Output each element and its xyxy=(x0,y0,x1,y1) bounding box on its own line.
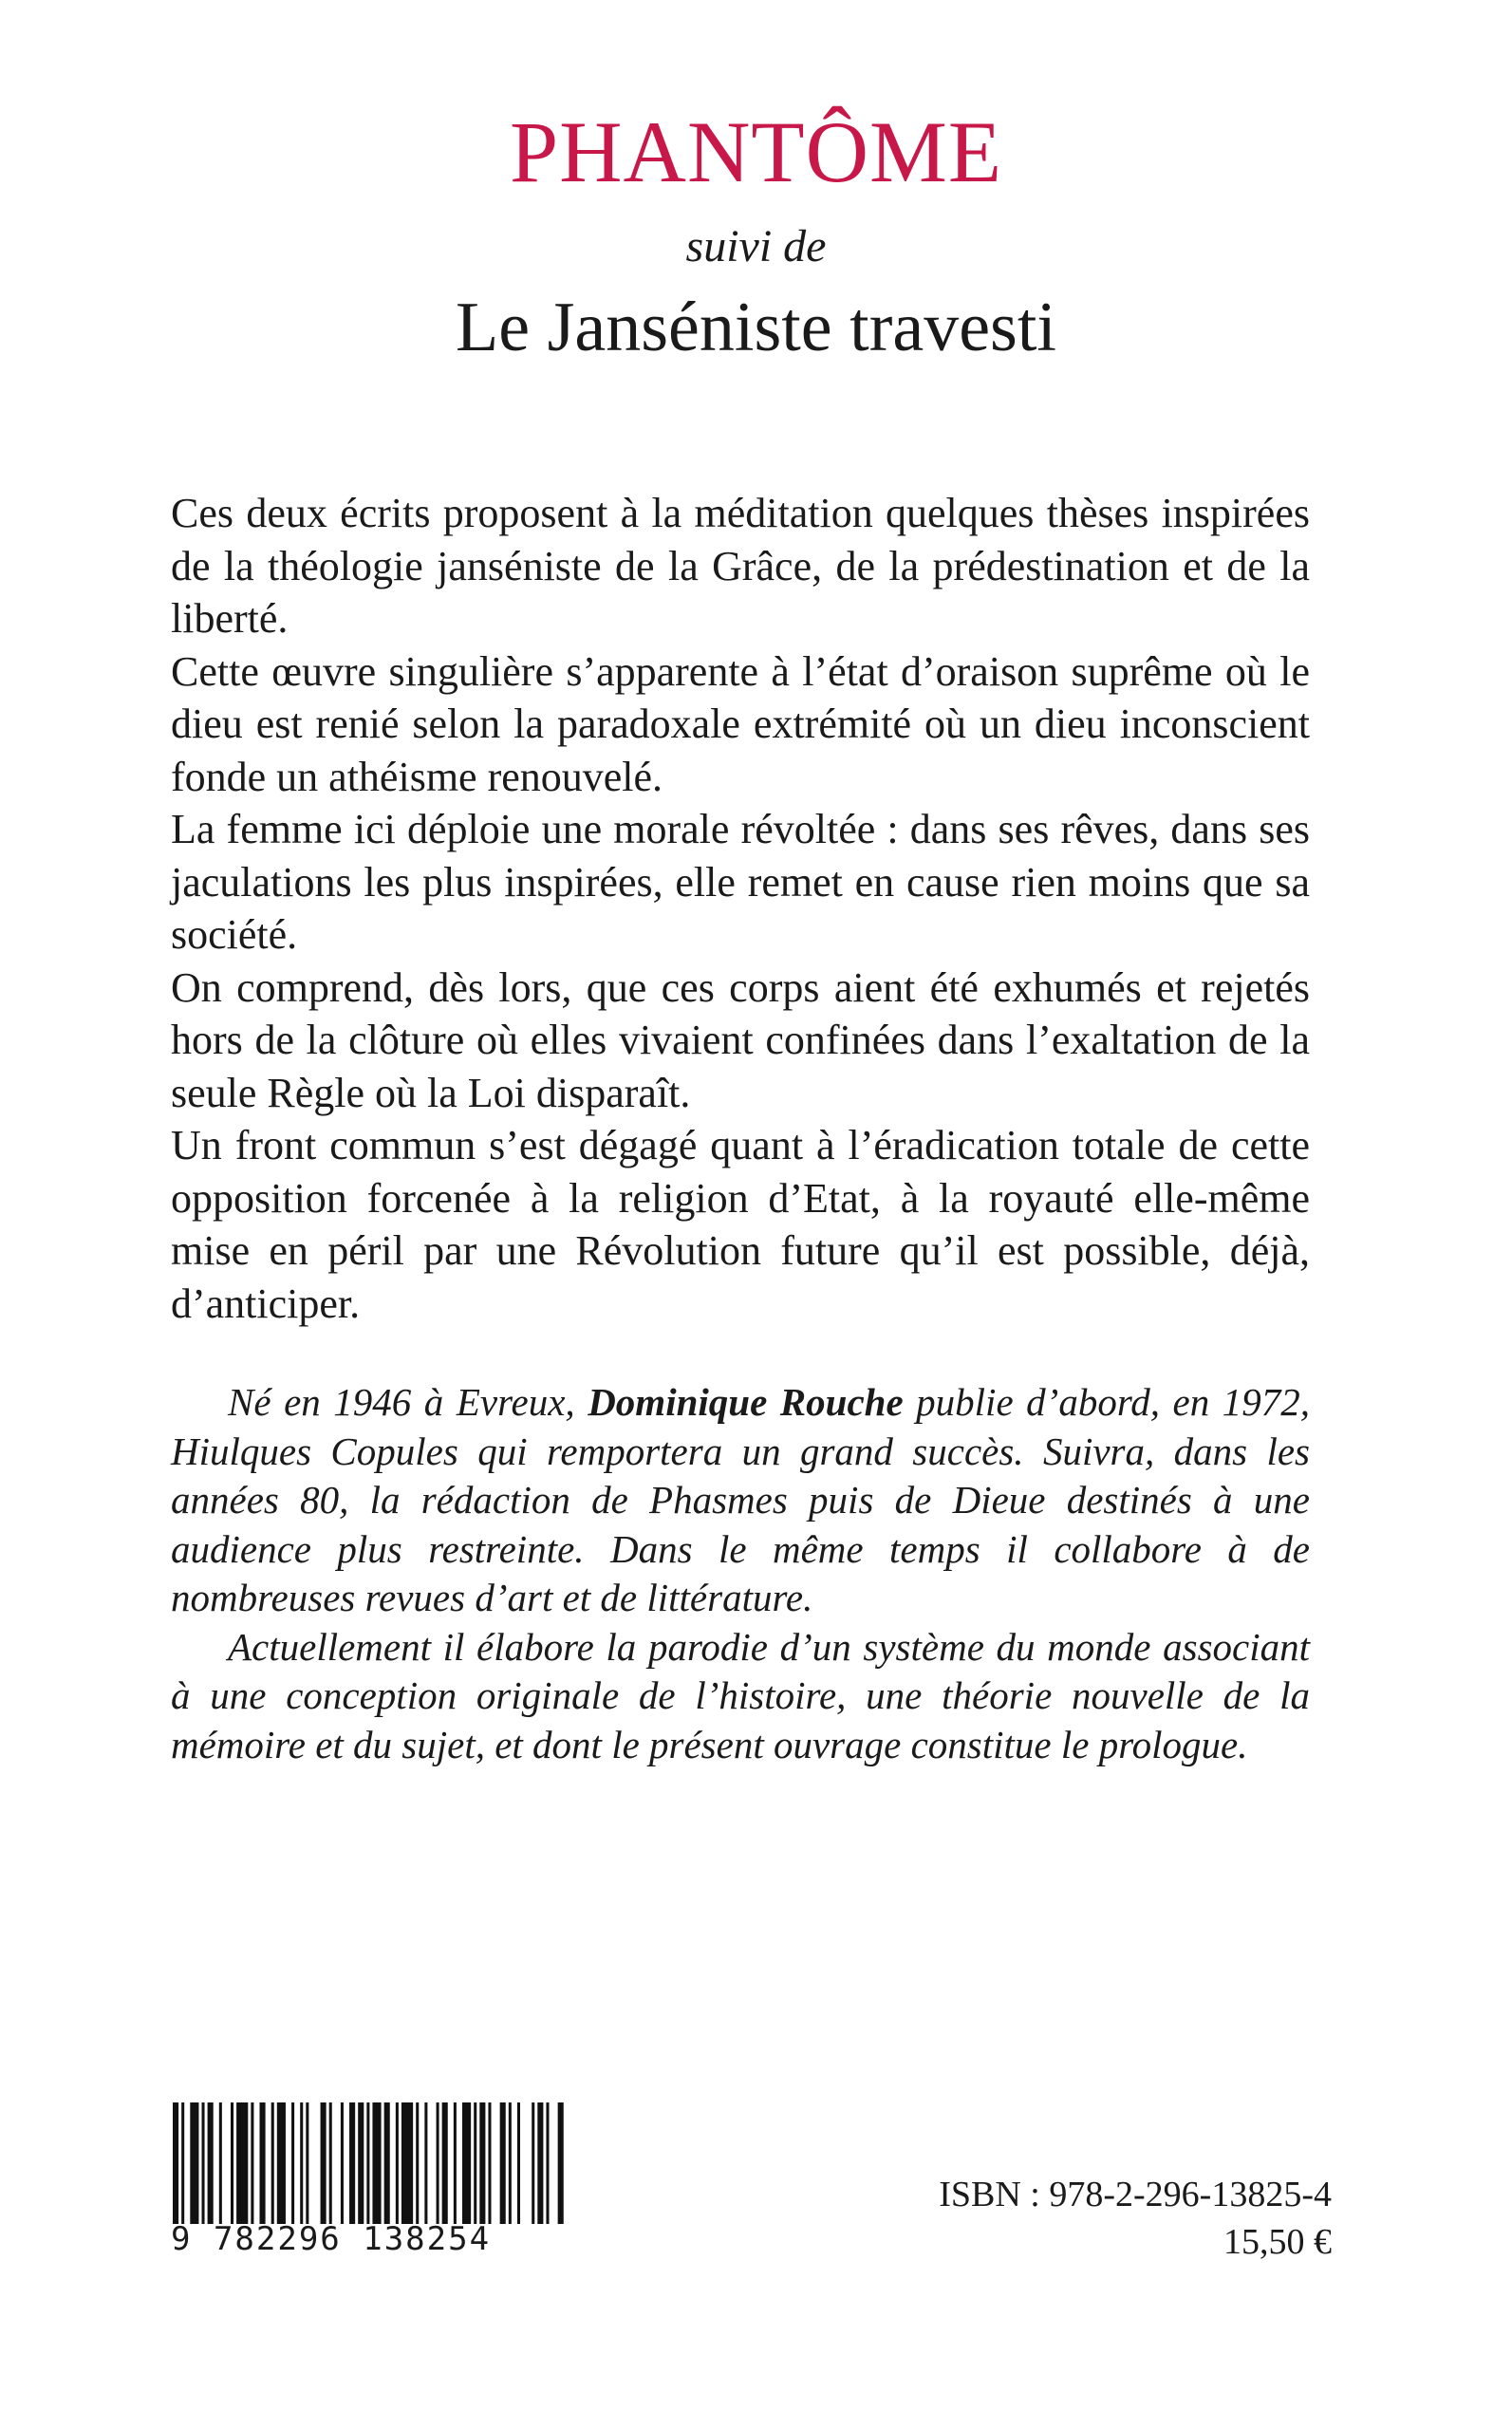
barcode-bar xyxy=(366,2102,369,2224)
barcode-bar xyxy=(372,2102,381,2224)
barcode-bar xyxy=(384,2102,390,2224)
barcode-bar xyxy=(321,2102,327,2224)
barcode-bar xyxy=(532,2102,534,2224)
back-cover-blurb xyxy=(171,487,1310,1330)
author-bio xyxy=(171,1378,1310,1769)
barcode-bar xyxy=(260,2102,266,2224)
barcode-bar xyxy=(341,2102,344,2224)
barcode-bar xyxy=(277,2102,286,2224)
barcode-bar xyxy=(462,2102,471,2224)
bio-text: publie d’abord, en 1972, Hiulques Copules qui remportera un grand succès. Suivra, dans les années 80, la rédaction de Phasmes puis de Dieue destinés à une audience plus restreinte. Dans le même temps il collabore à de nombreuses revues d’art et de littérature. xyxy=(171,1380,1310,1619)
barcode-bar xyxy=(424,2102,427,2224)
book-subtitle: Le Janséniste travesti xyxy=(456,289,1056,366)
book-title: PHANTÔME xyxy=(509,103,1003,200)
blurb-paragraph: On comprend, dès lors, que ces corps aient été exhumés et rejetés hors de la clôture où elles vivaient confinées dans l’exaltation de la seule Règle où la Loi disparaît. xyxy=(171,963,1310,1116)
barcode-bar xyxy=(509,2102,512,2224)
barcode-bar xyxy=(291,2102,294,2224)
barcode xyxy=(171,2102,565,2258)
barcode-bar xyxy=(401,2102,413,2224)
barcode-bar xyxy=(236,2102,248,2224)
barcode-bar xyxy=(517,2102,520,2224)
barcode-bar xyxy=(219,2102,222,2224)
barcode-icon xyxy=(171,2102,565,2224)
barcode-bar xyxy=(454,2102,457,2224)
barcode-bar xyxy=(251,2102,253,2224)
blurb-paragraph: Cette œuvre singulière s’apparente à l’état d’oraison suprême où le dieu est renié selon la paradoxale extrémité où un dieu inconscient fonde un athéisme renouvelé. xyxy=(171,647,1310,800)
price: 15,50 € xyxy=(1223,2222,1332,2262)
barcode-bar xyxy=(537,2102,543,2224)
barcode-bar xyxy=(202,2102,205,2224)
title-connector: suivi de xyxy=(685,221,827,271)
barcode-bar xyxy=(349,2102,355,2224)
blurb-paragraph: La femme ici déploie une morale révoltée : dans ses rêves, dans ses jaculations les plus inspirées, elle remet en cause rien moins que sa société. xyxy=(171,806,1310,958)
barcode-bar xyxy=(396,2102,399,2224)
barcode-bar xyxy=(190,2102,198,2224)
barcode-bar xyxy=(329,2102,332,2224)
blurb-paragraph: Ces deux écrits proposent à la méditation quelques thèses inspirées de la théologie janséniste de la Grâce, de la prédestination et de la liberté. xyxy=(171,490,1310,642)
bio-paragraph xyxy=(171,1378,1310,1623)
barcode-bar xyxy=(358,2102,364,2224)
barcode-bar xyxy=(500,2102,506,2224)
bio-paragraph xyxy=(171,1623,1310,1770)
bio-intro: Né en 1946 à Evreux, xyxy=(228,1380,588,1424)
barcode-bar xyxy=(479,2102,485,2224)
barcode-bar xyxy=(488,2102,491,2224)
barcode-bar xyxy=(173,2102,178,2224)
barcode-bar xyxy=(271,2102,274,2224)
barcode-bar xyxy=(231,2102,233,2224)
barcode-bar xyxy=(300,2102,303,2224)
author-name: Dominique Rouche xyxy=(588,1380,904,1424)
bio-text-2: Actuellement il élabore la parodie d’un système du monde associant à une conception originale de l’histoire, une théorie nouvelle de la mémoire et du sujet, et dont le présent ouvrage constitue le prologue. xyxy=(171,1624,1310,1766)
barcode-bar xyxy=(181,2102,184,2224)
barcode-bar xyxy=(442,2102,448,2224)
barcode-bar xyxy=(474,2102,476,2224)
barcode-bar xyxy=(437,2102,439,2224)
barcode-bar xyxy=(546,2102,549,2224)
barcode-bar xyxy=(558,2102,564,2224)
isbn: ISBN : 978-2-296-13825-4 xyxy=(939,2175,1332,2214)
blurb-paragraph: Un front commun s’est dégagé quant à l’éradication totale de cette opposition forcenée à la religion d’Etat, à la royauté elle-même mise en péril par une Révolution future qu’il est possible, déjà, d’anticiper. xyxy=(171,1122,1310,1327)
barcode-digits: 9 782296 138254 xyxy=(171,2220,492,2258)
barcode-bar xyxy=(306,2102,308,2224)
barcode-bar xyxy=(208,2102,214,2224)
barcode-bar xyxy=(416,2102,419,2224)
